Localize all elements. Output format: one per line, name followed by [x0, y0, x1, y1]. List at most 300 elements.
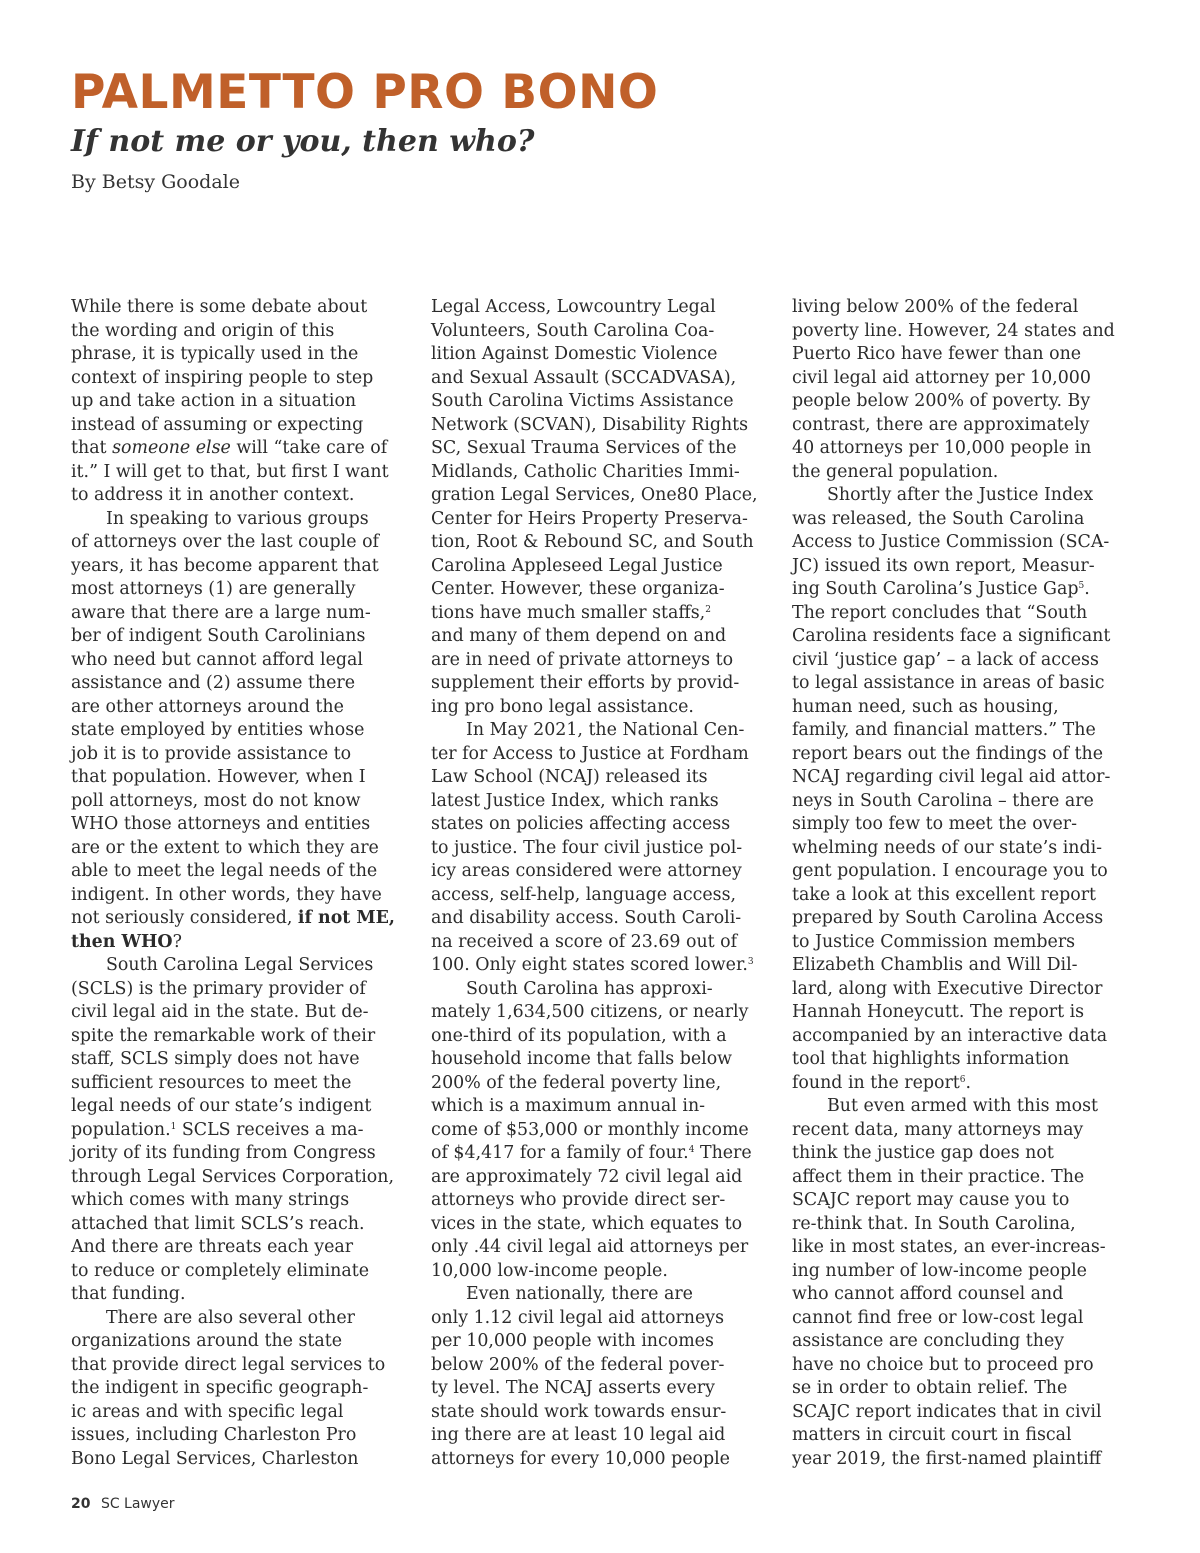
line-text: that	[71, 438, 113, 458]
text-line	[792, 1142, 1152, 1166]
footnote-ref: 2	[705, 604, 711, 615]
line-text: SCAJC report may cause you to	[792, 1190, 1070, 1210]
text-line	[792, 1119, 1152, 1143]
line-text: poverty line. However, 24 states and	[792, 320, 1115, 341]
line-text: WHO those attorneys and entities	[71, 814, 371, 834]
text-line	[71, 1166, 431, 1190]
page-number: 20	[71, 1496, 91, 1512]
line-text: SCAJC report indicates that in civil	[792, 1401, 1102, 1422]
line-text: affect them in their practice. The	[792, 1166, 1085, 1187]
line-text: jority of its funding from Congress	[71, 1143, 376, 1163]
text-line	[71, 1025, 431, 1049]
line-text: think the justice gap does not	[792, 1143, 1054, 1163]
text-line	[792, 1424, 1152, 1448]
text-line	[71, 884, 431, 908]
line-text: state should work towards ensur-	[431, 1401, 727, 1422]
line-text: are approximately 72 civil legal aid	[431, 1166, 743, 1187]
line-text: will “take care of	[230, 438, 388, 458]
line-text: lition Against Domestic Violence	[431, 344, 718, 364]
line-text: that population. However, when I	[71, 767, 366, 787]
text-line	[71, 367, 431, 391]
text-line	[71, 1401, 431, 1425]
text-line	[431, 625, 791, 649]
text-line	[71, 1001, 431, 1025]
text-line	[431, 931, 791, 955]
line-text: to legal assistance in areas of basic	[792, 673, 1105, 693]
text-line	[792, 860, 1152, 884]
line-text: aware that there are a large num-	[71, 602, 371, 623]
text-line	[792, 461, 1152, 485]
line-text: phrase, it is typically used in the	[71, 344, 359, 364]
text-line	[792, 578, 1152, 602]
line-text: Even nationally, there are	[466, 1284, 693, 1304]
line-text: assistance are concluding they	[792, 1331, 1065, 1351]
line-text: tions have much smaller staffs,	[431, 602, 706, 623]
line-text: 200% of the federal poverty line,	[431, 1072, 722, 1093]
text-line	[431, 1213, 791, 1237]
line-text: latest Justice Index, which ranks	[431, 790, 719, 811]
line-text: Access to Justice Commission (SCA-	[792, 532, 1110, 552]
text-line	[431, 602, 791, 626]
text-line	[431, 484, 791, 508]
text-line	[792, 625, 1152, 649]
text-line	[431, 1189, 791, 1213]
line-text: Elizabeth Chamblis and Will Dil-	[792, 955, 1078, 975]
text-line	[71, 1307, 431, 1331]
text-line	[431, 766, 791, 790]
byline: By Betsy Goodale	[71, 171, 240, 193]
text-line	[431, 860, 791, 884]
text-line	[71, 813, 431, 837]
line-text: In speaking to various groups	[106, 508, 369, 529]
text-line	[792, 837, 1152, 861]
line-text: take a look at this excellent report	[792, 884, 1097, 905]
line-text: ber of indigent South Carolinians	[71, 626, 366, 646]
line-text: that funding.	[71, 1284, 186, 1304]
text-line	[431, 531, 791, 555]
line-text: Midlands, Catholic Charities Immi-	[431, 461, 740, 482]
text-line	[431, 672, 791, 696]
line-text: which comes with many strings	[71, 1190, 350, 1210]
text-line	[431, 954, 791, 978]
text-line	[431, 578, 791, 602]
line-text: and disability access. South Caroli-	[431, 908, 742, 928]
line-text: able to meet the legal needs of the	[71, 861, 378, 881]
line-text: Network (SCVAN), Disability Rights	[431, 414, 749, 435]
text-line	[431, 1025, 791, 1049]
footnote-ref: 1	[170, 1121, 177, 1132]
line-text: who need but cannot afford legal	[71, 649, 363, 670]
text-line	[71, 1095, 431, 1119]
line-text: like in most states, an ever-increas-	[792, 1237, 1106, 1257]
line-text: through Legal Services Corporation,	[71, 1166, 394, 1187]
text-line	[431, 437, 791, 461]
line-text: NCAJ regarding civil legal aid attor-	[792, 767, 1111, 787]
text-line	[792, 1260, 1152, 1284]
text-line	[431, 1401, 791, 1425]
line-text: of $4,417 for a family of four.	[431, 1143, 689, 1163]
article-column-2	[431, 296, 791, 1471]
line-text: legal needs of our state’s indigent	[71, 1096, 372, 1116]
text-line	[431, 508, 791, 532]
line-text: tool that highlights information	[792, 1049, 1070, 1069]
line-text: South Carolina has approxi-	[466, 978, 713, 999]
line-text: South Carolina Legal Services	[106, 955, 374, 975]
line-text: Carolina residents face a significant	[792, 626, 1111, 646]
line-text: access, self-help, language access,	[431, 884, 737, 905]
text-line	[71, 1048, 431, 1072]
line-text: the wording and origin of this	[71, 320, 335, 341]
line-text: prepared by South Carolina Access	[792, 908, 1104, 928]
line-text: 40 attorneys per 10,000 people in	[792, 438, 1092, 458]
article-column-1	[71, 296, 431, 1471]
line-text: to justice. The four civil justice pol-	[431, 837, 743, 858]
line-text: it.” I will get to that, but first I want	[71, 461, 389, 482]
text-line	[792, 320, 1152, 344]
line-text: In May 2021, the National Cen-	[466, 720, 745, 740]
line-text: icy areas considered were attorney	[431, 861, 742, 881]
text-line	[431, 1095, 791, 1119]
line-text: job it is to provide assistance to	[71, 743, 352, 764]
line-text: accompanied by an interactive data	[792, 1025, 1108, 1046]
line-text: Shortly after the Justice Index	[827, 485, 1094, 505]
text-line	[792, 813, 1152, 837]
line-text: year 2019, the first-named plaintiff	[792, 1448, 1102, 1469]
text-line	[71, 414, 431, 438]
line-text: South Carolina Victims Assistance	[431, 391, 734, 411]
line-text: organizations around the state	[71, 1331, 343, 1351]
text-line	[792, 531, 1152, 555]
line-text: below 200% of the federal pover-	[431, 1354, 725, 1375]
text-line	[71, 625, 431, 649]
text-line	[792, 555, 1152, 579]
line-text: context of inspiring people to step	[71, 367, 374, 388]
line-text: While there is some debate about	[71, 297, 368, 317]
line-text: staff, SCLS simply does not have	[71, 1049, 360, 1069]
line-text: contrast, there are approximately	[792, 414, 1090, 435]
text-line	[71, 531, 431, 555]
line-text: SCLS receives a ma-	[176, 1119, 364, 1140]
line-text: come of $53,000 or monthly income	[431, 1119, 749, 1140]
text-line	[71, 1330, 431, 1354]
line-text: ty level. The NCAJ asserts every	[431, 1378, 715, 1398]
text-line	[71, 1424, 431, 1448]
text-line	[792, 931, 1152, 955]
text-line	[71, 1072, 431, 1096]
text-line	[431, 320, 791, 344]
text-line	[431, 719, 791, 743]
text-line	[431, 978, 791, 1002]
text-line	[431, 343, 791, 367]
text-line	[71, 437, 431, 461]
line-text: only .44 civil legal aid attorneys per	[431, 1237, 749, 1257]
text-line	[71, 696, 431, 720]
text-line	[431, 1166, 791, 1190]
text-line	[71, 1142, 431, 1166]
line-text: and many of them depend on and	[431, 626, 727, 646]
text-line	[71, 320, 431, 344]
line-text: states on policies affecting access	[431, 814, 731, 834]
text-line	[431, 1119, 791, 1143]
text-line	[792, 978, 1152, 1002]
text-line	[71, 743, 431, 767]
line-text: assistance and (2) assume there	[71, 673, 356, 693]
line-text: mately 1,634,500 citizens, or nearly	[431, 1002, 749, 1022]
text-line	[431, 1142, 791, 1166]
text-line	[431, 1330, 791, 1354]
text-line	[792, 1236, 1152, 1260]
text-line	[792, 1001, 1152, 1025]
text-line	[792, 649, 1152, 673]
line-text: human need, such as housing,	[792, 696, 1059, 717]
text-line	[431, 649, 791, 673]
line-text: which is a maximum annual in-	[431, 1096, 706, 1116]
text-line	[792, 1448, 1152, 1472]
line-text: are or the extent to which they are	[71, 837, 379, 858]
line-text: instead of assuming or expecting	[71, 414, 364, 435]
line-text: household income that falls below	[431, 1049, 733, 1069]
text-line	[431, 1424, 791, 1448]
line-text: tion, Root & Rebound SC, and South	[431, 532, 754, 552]
line-text: 100. Only eight states scored lower.	[431, 955, 748, 975]
text-line	[71, 1354, 431, 1378]
line-text: se in order to obtain relief. The	[792, 1378, 1068, 1398]
text-line	[792, 1189, 1152, 1213]
line-text: supplement their efforts by provid-	[431, 673, 740, 693]
line-text: poll attorneys, most do not know	[71, 790, 361, 811]
line-text: .	[965, 1072, 972, 1093]
text-line	[792, 1401, 1152, 1425]
line-text: SC, Sexual Trauma Services of the	[431, 438, 737, 458]
text-line	[431, 390, 791, 414]
text-line	[792, 367, 1152, 391]
text-line	[431, 696, 791, 720]
text-line	[71, 672, 431, 696]
text-line	[71, 1448, 431, 1472]
text-line	[431, 1354, 791, 1378]
line-text: neys in South Carolina – there are	[792, 790, 1094, 811]
publication-name: SC Lawyer	[100, 1496, 175, 1512]
text-line	[71, 602, 431, 626]
line-text: ing number of low-income people	[792, 1260, 1087, 1281]
line-text: found in the report	[792, 1072, 960, 1093]
line-text: matters in circuit court in fiscal	[792, 1425, 1072, 1445]
line-text: 10,000 low-income people.	[431, 1260, 668, 1281]
text-line	[71, 1236, 431, 1260]
text-line	[431, 461, 791, 485]
line-text: JC) issued its own report, Measur-	[792, 555, 1095, 576]
line-text: up and take action in a situation	[71, 391, 357, 411]
text-line	[792, 696, 1152, 720]
text-line	[792, 296, 1152, 320]
line-text: Bono Legal Services, Charleston	[71, 1448, 359, 1469]
line-text: Hannah Honeycutt. The report is	[792, 1002, 1085, 1022]
text-line	[792, 743, 1152, 767]
line-text: state employed by entities whose	[71, 720, 365, 740]
text-line	[71, 390, 431, 414]
text-line	[431, 837, 791, 861]
line-text: ing pro bono legal assistance.	[431, 696, 694, 717]
text-line	[71, 555, 431, 579]
footnote-ref: 4	[688, 1145, 695, 1155]
text-line	[431, 813, 791, 837]
line-text: are other attorneys around the	[71, 696, 344, 717]
line-text: lard, along with Executive Director	[792, 978, 1103, 999]
text-line	[792, 1307, 1152, 1331]
line-text: only 1.12 civil legal aid attorneys	[431, 1307, 725, 1328]
text-line	[431, 743, 791, 767]
line-text: re-think that. In South Carolina,	[792, 1213, 1076, 1234]
text-line	[431, 367, 791, 391]
line-text: ?	[172, 931, 182, 952]
text-line	[431, 1307, 791, 1331]
text-line	[431, 1283, 791, 1307]
footnote-ref: 6	[959, 1074, 966, 1085]
line-text: Volunteers, South Carolina Coa-	[431, 320, 715, 341]
text-line	[71, 860, 431, 884]
footnote-ref: 5	[1078, 581, 1085, 591]
text-line	[792, 414, 1152, 438]
line-text: simply too few to meet the over-	[792, 814, 1077, 834]
line-text: to Justice Commission members	[792, 931, 1076, 952]
text-line	[431, 790, 791, 814]
text-line	[792, 672, 1152, 696]
text-line	[431, 555, 791, 579]
line-text: the indigent in specific geograph-	[71, 1378, 369, 1398]
line-text: was released, the South Carolina	[792, 508, 1085, 529]
text-line	[71, 837, 431, 861]
line-text: The report concludes that “South	[792, 602, 1088, 623]
italic-text: someone else	[112, 438, 231, 458]
line-text: the general population.	[792, 461, 999, 482]
text-line	[792, 437, 1152, 461]
text-line	[71, 954, 431, 978]
text-line	[71, 719, 431, 743]
text-line	[71, 649, 431, 673]
line-text: ic areas and with specific legal	[71, 1401, 344, 1422]
line-text: Center. However, these organiza-	[431, 579, 725, 599]
line-text: report bears out the findings of the	[792, 743, 1103, 764]
line-text: one-third of its population, with a	[431, 1025, 727, 1046]
text-line	[792, 766, 1152, 790]
line-text: of attorneys over the last couple of	[71, 532, 379, 552]
line-text: ing South Carolina’s Justice Gap	[792, 579, 1079, 599]
text-line	[792, 1072, 1152, 1096]
text-line	[792, 790, 1152, 814]
text-line	[792, 1048, 1152, 1072]
text-line	[71, 461, 431, 485]
footnote-ref: 3	[747, 957, 754, 967]
line-text: Carolina Appleseed Legal Justice	[431, 555, 723, 576]
text-line	[71, 978, 431, 1002]
line-text: But even armed with this most	[827, 1096, 1098, 1116]
text-line	[792, 1330, 1152, 1354]
text-line	[71, 1119, 431, 1143]
text-line	[792, 1025, 1152, 1049]
text-line	[431, 907, 791, 931]
line-text: attached that limit SCLS’s reach.	[71, 1213, 365, 1234]
text-line	[71, 766, 431, 790]
text-line	[431, 1236, 791, 1260]
line-text: family, and financial matters.” The	[792, 720, 1096, 740]
line-text: sufficient resources to meet the	[71, 1072, 352, 1093]
text-line	[431, 296, 791, 320]
line-text: civil legal aid attorney per 10,000	[792, 367, 1091, 388]
text-line	[431, 1377, 791, 1401]
text-line	[71, 1213, 431, 1237]
line-text: cannot find free or low-cost legal	[792, 1307, 1084, 1328]
line-text: have no choice but to proceed pro	[792, 1354, 1094, 1375]
text-line	[71, 296, 431, 320]
text-line	[792, 1354, 1152, 1378]
text-line	[71, 343, 431, 367]
text-line	[71, 1189, 431, 1213]
line-text: And there are threats each year	[71, 1237, 354, 1257]
text-line	[792, 1283, 1152, 1307]
article-column-3	[792, 296, 1152, 1471]
line-text: per 10,000 people with incomes	[431, 1331, 714, 1351]
text-line	[71, 578, 431, 602]
text-line	[431, 1072, 791, 1096]
text-line	[71, 1260, 431, 1284]
line-text: gent population. I encourage you to	[792, 861, 1108, 881]
line-text: that provide direct legal services to	[71, 1354, 386, 1375]
line-text: Puerto Rico have fewer than one	[792, 344, 1082, 364]
text-line	[71, 790, 431, 814]
line-text: ing there are at least 10 legal aid	[431, 1425, 726, 1445]
text-line	[71, 907, 431, 931]
text-line	[71, 1283, 431, 1307]
text-line	[792, 1213, 1152, 1237]
text-line	[792, 719, 1152, 743]
bold-text: then WHO	[71, 931, 173, 952]
text-line	[792, 1095, 1152, 1119]
line-text: civil ‘justice gap’ – a lack of access	[792, 649, 1099, 670]
line-text: vices in the state, which equates to	[431, 1213, 743, 1234]
line-text: who cannot afford counsel and	[792, 1284, 1064, 1304]
line-text: .	[1084, 579, 1090, 599]
line-text: civil legal aid in the state. But de-	[71, 1002, 369, 1022]
line-text: and Sexual Assault (SCCADVASA),	[431, 367, 737, 388]
line-text: attorneys for every 10,000 people	[431, 1448, 730, 1469]
text-line	[71, 484, 431, 508]
line-text: (SCLS) is the primary provider of	[71, 978, 366, 999]
text-line	[792, 508, 1152, 532]
text-line	[792, 390, 1152, 414]
text-line	[792, 1166, 1152, 1190]
line-text: spite the remarkable work of their	[71, 1025, 376, 1046]
line-text: to address it in another context.	[71, 485, 355, 505]
text-line	[431, 1260, 791, 1284]
text-line	[431, 1048, 791, 1072]
line-text: whelming needs of our state’s indi-	[792, 837, 1103, 858]
text-line	[71, 1377, 431, 1401]
text-line	[431, 414, 791, 438]
text-line	[792, 954, 1152, 978]
text-line	[792, 907, 1152, 931]
line-text: are in need of private attorneys to	[431, 649, 734, 670]
line-text: population.	[71, 1119, 171, 1140]
text-line	[792, 602, 1152, 626]
article-title: PALMETTO PRO BONO	[71, 65, 659, 120]
line-text: ter for Access to Justice at Fordham	[431, 743, 749, 764]
line-text: Law School (NCAJ) released its	[431, 767, 708, 787]
line-text: na received a score of 23.69 out of	[431, 931, 738, 952]
line-text: Center for Heirs Property Preserva-	[431, 508, 748, 529]
line-text: There are also several other	[106, 1307, 355, 1328]
text-line	[71, 931, 431, 955]
line-text: years, it has become apparent that	[71, 555, 379, 576]
